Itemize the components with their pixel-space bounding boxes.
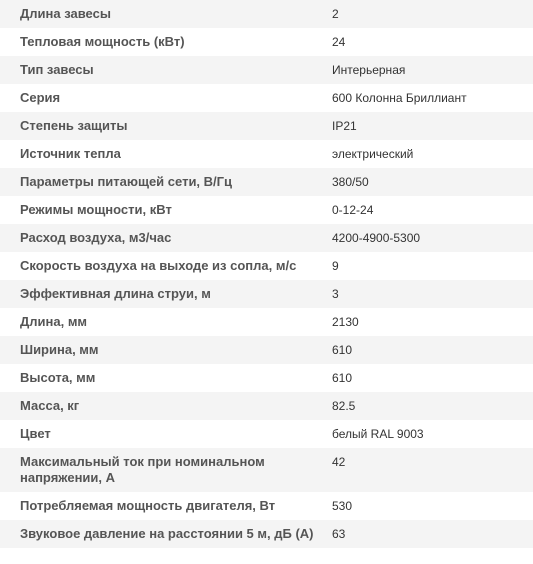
spec-value: 4200-4900-5300 <box>332 231 421 245</box>
spec-value: 2 <box>332 7 339 21</box>
spec-name: Звуковое давление на расстоянии 5 м, дБ (А) <box>20 526 314 541</box>
spec-row <box>0 392 533 420</box>
spec-row <box>0 28 533 56</box>
spec-name: Длина, мм <box>20 314 88 329</box>
spec-name: Расход воздуха, м3/час <box>20 230 172 245</box>
spec-value: 600 Колонна Бриллиант <box>332 91 467 105</box>
spec-name: Серия <box>20 90 61 105</box>
spec-value: 42 <box>332 455 346 469</box>
spec-row <box>0 280 533 308</box>
spec-name: Ширина, мм <box>20 342 99 357</box>
spec-name: Степень защиты <box>20 118 128 133</box>
spec-value: 530 <box>332 499 353 513</box>
spec-name: Режимы мощности, кВт <box>20 202 172 217</box>
spec-value: 63 <box>332 527 346 541</box>
spec-value: электрический <box>332 147 414 161</box>
spec-name: Скорость воздуха на выходе из сопла, м/с <box>20 258 297 273</box>
spec-row <box>0 420 533 448</box>
spec-value: 610 <box>332 371 353 385</box>
spec-name: Потребляемая мощность двигателя, Вт <box>20 498 276 513</box>
spec-name: Эффективная длина струи, м <box>20 286 211 301</box>
spec-row <box>0 84 533 112</box>
spec-row <box>0 112 533 140</box>
spec-name: Параметры питающей сети, В/Гц <box>20 174 233 189</box>
spec-row <box>0 168 533 196</box>
spec-value: 2130 <box>332 315 359 329</box>
spec-value: 380/50 <box>332 175 369 189</box>
spec-name: Длина завесы <box>20 6 111 21</box>
spec-value: 82.5 <box>332 399 356 413</box>
spec-row <box>0 364 533 392</box>
spec-row <box>0 224 533 252</box>
spec-value: IP21 <box>332 119 357 133</box>
spec-value: 24 <box>332 35 346 49</box>
spec-row <box>0 0 533 28</box>
spec-row <box>0 308 533 336</box>
spec-name: Тепловая мощность (кВт) <box>20 34 185 49</box>
spec-name: Тип завесы <box>20 62 94 77</box>
spec-value: 610 <box>332 343 353 357</box>
spec-name: Источник тепла <box>20 146 121 161</box>
spec-value: 9 <box>332 259 339 273</box>
spec-row <box>0 520 533 548</box>
spec-row <box>0 196 533 224</box>
spec-name: Высота, мм <box>20 370 96 385</box>
spec-row <box>0 56 533 84</box>
spec-row <box>0 252 533 280</box>
spec-value: белый RAL 9003 <box>332 427 424 441</box>
spec-value: 0-12-24 <box>332 203 374 217</box>
spec-value: Интерьерная <box>332 63 406 77</box>
spec-row <box>0 140 533 168</box>
spec-name: Масса, кг <box>20 398 80 413</box>
spec-value: 3 <box>332 287 339 301</box>
spec-name: Максимальный ток при номинальном напряжении, А <box>20 454 265 485</box>
spec-name: Цвет <box>20 426 51 441</box>
spec-row <box>0 336 533 364</box>
spec-row <box>0 492 533 520</box>
spec-row <box>0 448 533 492</box>
